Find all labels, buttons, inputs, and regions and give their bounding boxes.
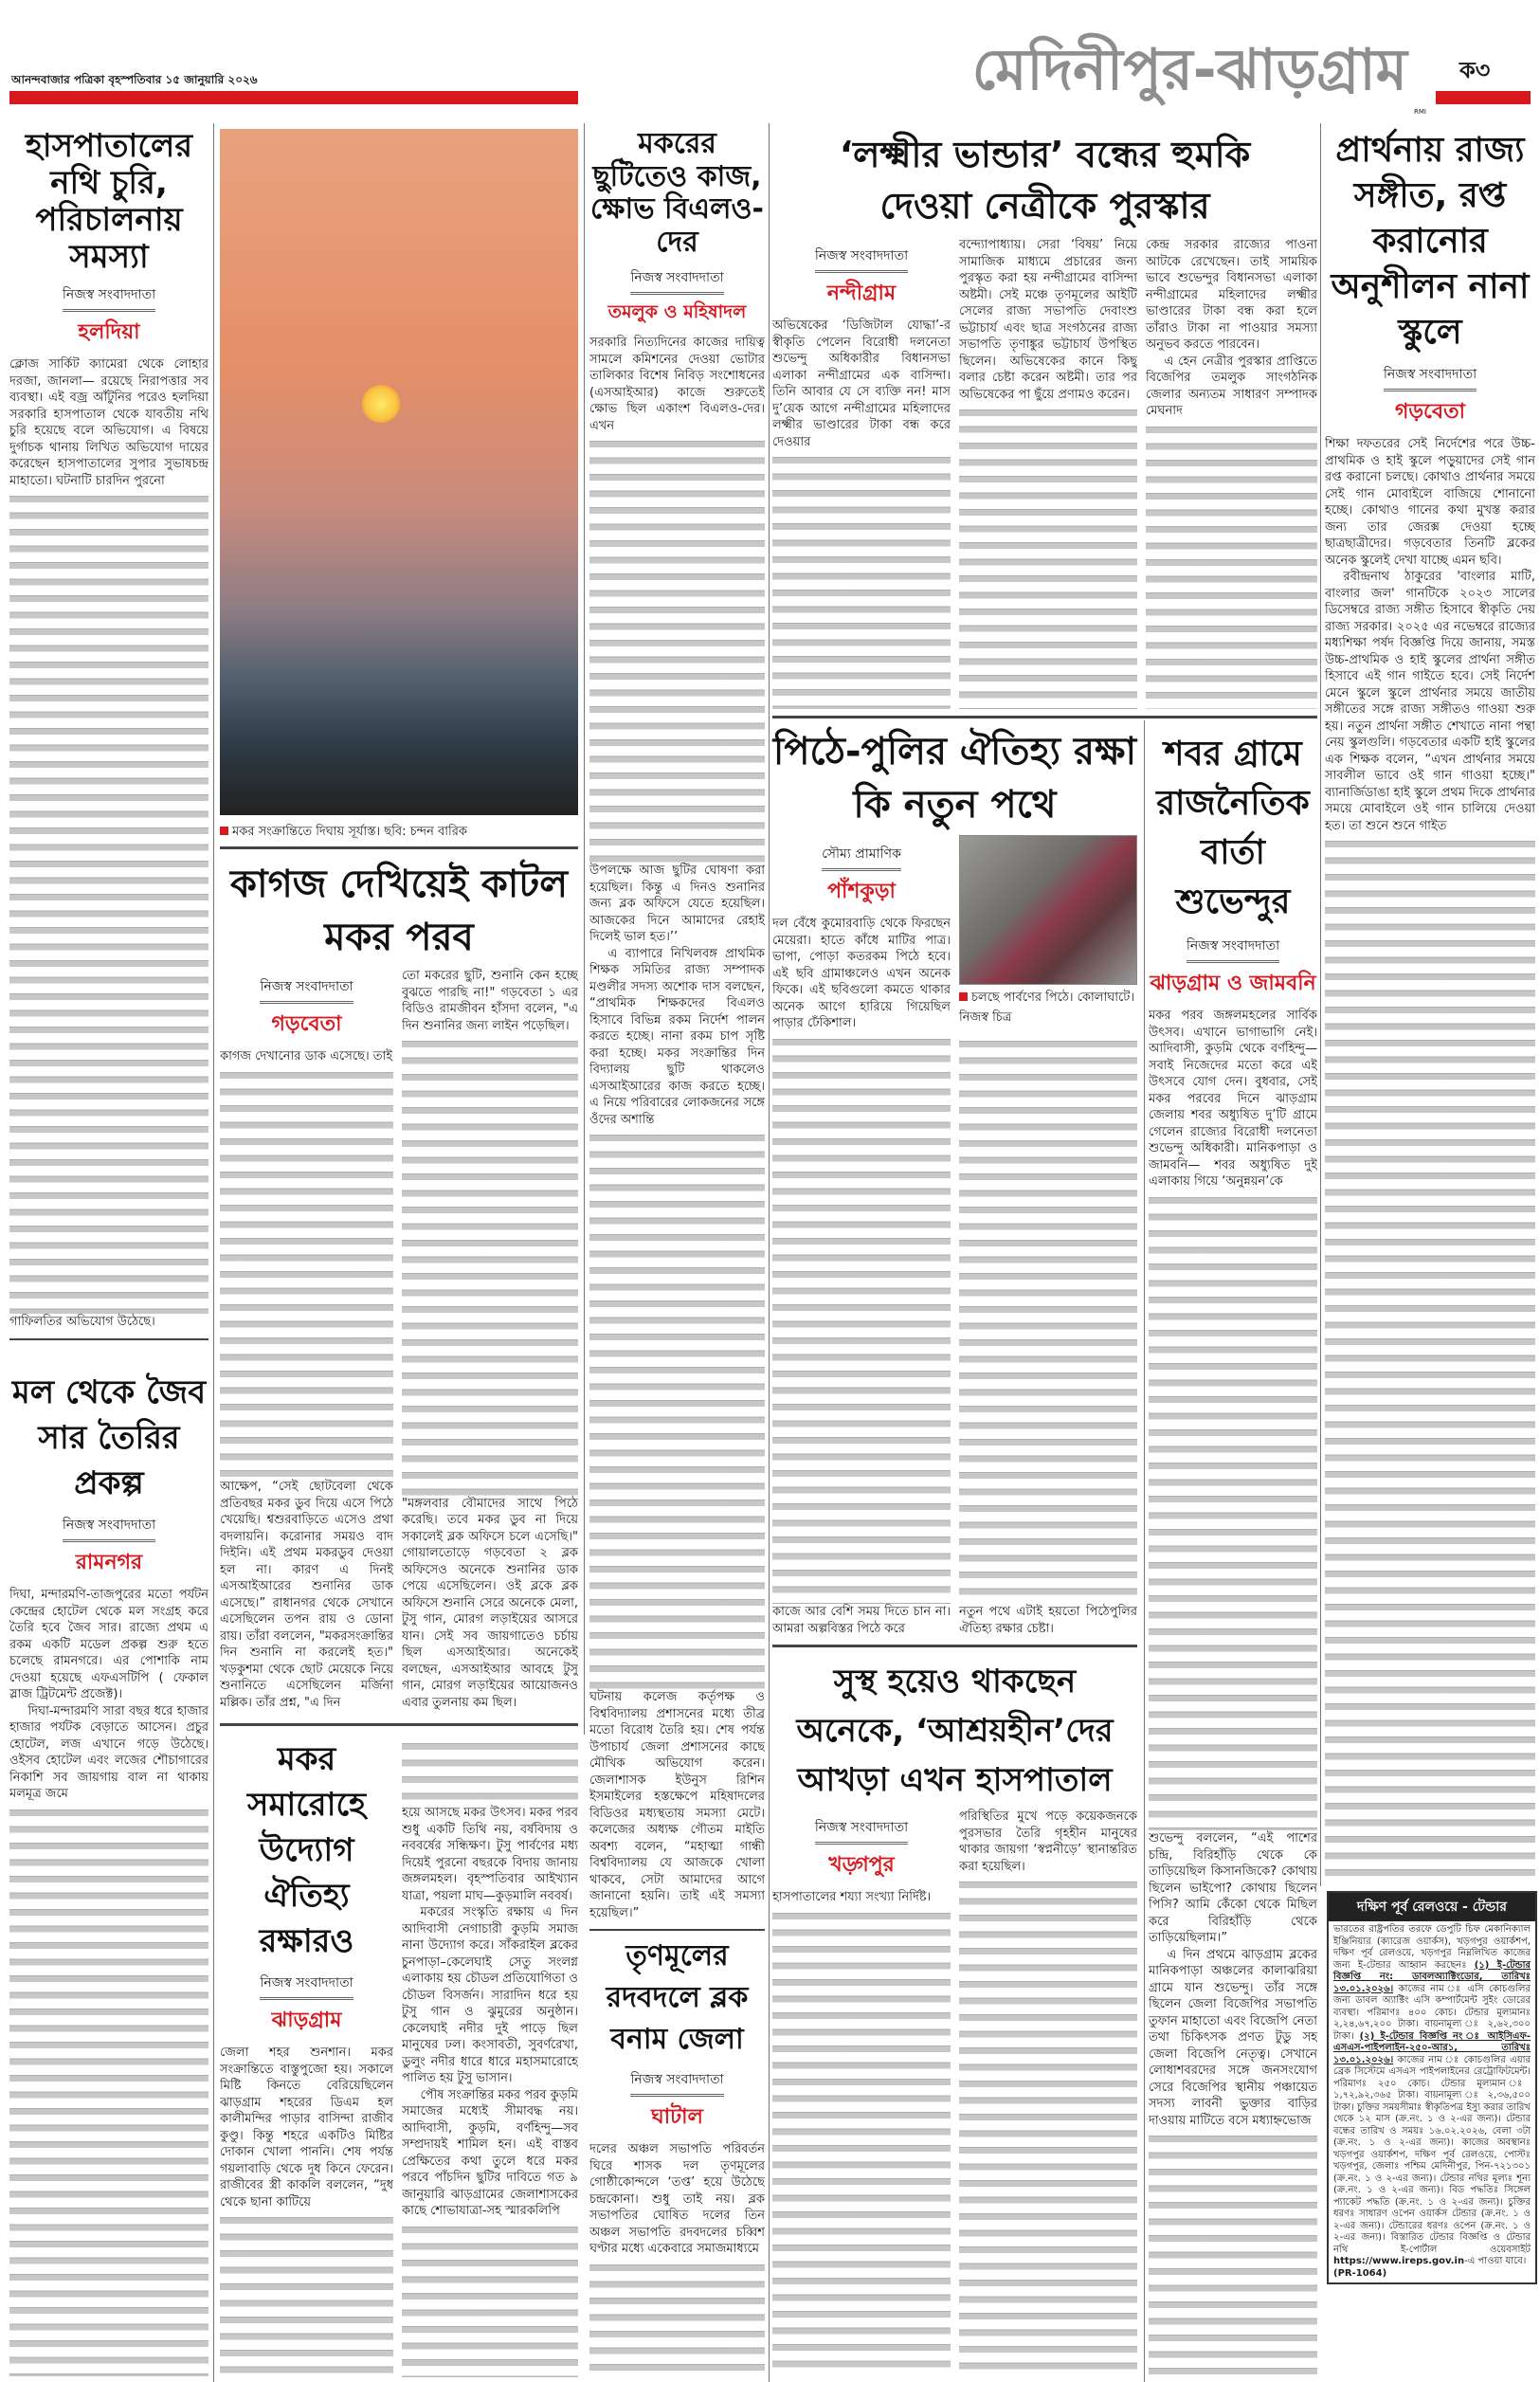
article-makar-holiday-blo: [589, 128, 765, 1921]
article-body-col2: বন্দ্যোপাধ্যায়। সেরা ‘বিষয়’ নিয়ে সামাজিক মাধ্যমে প্রচারের জন্য পুরস্কৃত করা হয় নন্দীগ্রামের বাসিন্দা অষ্টমী। সেই মঞ্চে তৃণমূলের আইটি সেলের রাজ্য সভাপতি দেবাংশু ভট্টাচার্য এবং ছাত্র সংগঠনের রাজ্য সভাপতি তৃণাঙ্কুর ভট্টাচার্য উপস্থিত ছিলেন। অভিষেকের কানে কিছু বলার চেষ্টা করেন অষ্টমী। তার পর অভিষেকের পা ছুঁয়ে প্রণামও করেন।: [959, 237, 1137, 709]
article-shabar-village: [1149, 730, 1317, 2377]
column-rule: [1144, 720, 1145, 2382]
article-body-col1: অভিষেকের ‘ডিজিটাল যোদ্ধা’-র স্বীকৃতি পেলেন বিরোধী দলনেতা শুভেন্দু অধিকারীর বিধানসভা এলাকা নন্দীগ্রামের এক বাসিন্দা। তিনি আবার যে সে ব্যক্তি নন! মাস দু’য়েক আগে নন্দীগ্রামের মহিলাদের লক্ষ্মীর ভাণ্ডারের টাকা বন্ধ করে দেওয়ার: [772, 318, 951, 709]
article-trinamool-reshuffle: [589, 1936, 765, 2377]
byline: নিজস্ব সংবাদদাতা: [220, 1972, 393, 2000]
article-body-col2: তো মকরের ছুটি, শুনানি কেন হচ্ছে বুঝতে পারছি না!" গড়বেতা ১ এর বিডিও রামজীবন হাঁসদা বলেন, "এ দিন শুনানির জন্য লাইন পড়েছিল। "মঙ্গলবার বৌমাদের সাথে পিঠে করেছি। তবে মকর ডুব না দিয়ে সকালেই ব্লক অফিসে চলে এসেছি।" গোয়ালতোড়ে গড়বেতা ২ ব্লক অফিসেও অনেকে শুনানির ডাক পেয়ে এসেছিলেন। ওই ব্লকে ব্লক অফিসে শুনানি সেরে অনেকে মেলা, টুসু গান, মোরগ লড়াইয়ের আসরে যান। সেই সব জায়গাতেও চর্চায় ছিল এসআইআর। অনেকেই বলছেন, এসআইআর আবহে টুসু গান, মোরগ লড়াইয়ের আয়োজনও এবার তুলনায় কম ছিল।: [402, 969, 578, 1710]
dateline-place: গড়বেতা: [1394, 400, 1466, 424]
dateline-place: ঘাটাল: [651, 2105, 703, 2129]
column-rule: [584, 123, 585, 1735]
headline: মল থেকে জৈব সার তৈরির প্রকল্প: [11, 1373, 207, 1502]
article-body-col1: কাগজ দেখানোর ডাক এসেছে। তাই আক্ষেপ, “সেই ছোটবেলা থেকে প্রতিবছর মকর ডুব দিয়ে এসে পিঠে খেয়েছি। শ্বশুরবাড়িতে এসেও প্রথা বদলায়নি। করোনার সময়ও বাদ দিইনি। এই প্রথম মকরডুব দেওয়া হল না। কারণ এ দিনই এসআইআরের শুনানির ডাক এসেছে।” রাধানগর থেকে সেখানে এসেছিলেন তপন রায় ও ডোনা রায়। তাঁরা বললেন, "মকরসংক্রান্তির দিন শুনানি না করলেই হত।" খড়কুশমা থেকে ছোট মেয়েকে নিয়ে শুনানিতে এসেছিলেন মর্জিনা মল্লিক। তাঁর প্রশ্ন, "এ দিন: [220, 1049, 393, 1710]
article-prayer-song: [1325, 128, 1535, 1882]
article-fecal-sludge: [9, 1370, 208, 2376]
headline: কাগজ দেখিয়েই কাটল মকর পরব: [229, 863, 569, 959]
photo-pithe-making: [959, 835, 1137, 985]
dateline-place: গড়বেতা: [271, 1012, 342, 1036]
article-body: দিঘা, মন্দারমণি-তাজপুরের মতো পর্যটন কেন্দ্রের হোটেল থেকে মল সংগ্রহ করে তৈরি হবে জৈব সার। রাজ্যে প্রথম এ রকম একটি মডেল প্রকল্প শুরু হতে চলেছে রামনগরে। এর পোশাকি নাম দেওয়া হয়েছে এফএসটিপি ( ফেকাল স্লাজ ট্রিটমেন্ট প্রজেক্ট)। দিঘা-মন্দারমণি সারা বছর ধরে হাজার হাজার পর্যটক বেড়াতে আসেন। প্রচুর হোটেল, লজ এখানে গড়ে উঠেছে। ওইসব হোটেল এবং লজের শৌচাগারের নিকাশি সব জায়গায় বাল না থাকায় মলমূত্র জমে: [9, 1587, 208, 2376]
header-red-bar-right: [1436, 91, 1531, 104]
photo-sunset: [220, 129, 578, 815]
byline: নিজস্ব সংবাদদাতা: [9, 283, 208, 312]
dateline-place: পাঁশকুড়া: [827, 880, 896, 903]
dateline-place: ঝাড়গ্রাম ও জামবনি: [1150, 972, 1316, 995]
dateline: আনন্দবাজার পত্রিকা বৃহস্পতিবার ১৫ জানুয়ারি ২০২৬: [11, 73, 258, 86]
article-body-col1: হাসপাতালের শয্যা সংখ্যা নির্দিষ্ট।: [772, 1889, 951, 2377]
article-body: দলের অঞ্চল সভাপতি পরিবর্তন ঘিরে শাসক দল তৃণমূলের গোষ্ঠীকোন্দলে ‘তপ্ত’ হয়ে উঠেছে চন্দ্রকোনা। শুধু তাই নয়। ব্লক সভাপতির ঘোষিত দলের তিন অঞ্চল সভাপতি রদবদলের চব্বিশ ঘণ্টার মধ্যে একেবারে সমাজমাধ্যমে: [589, 2141, 765, 2377]
headline: মকরের ছুটিতেও কাজ, ক্ষোভ বিএলও-দের: [590, 127, 764, 259]
column-rule: [1320, 123, 1321, 1886]
headline: শবর গ্রামে রাজনৈতিক বার্তা শুভেন্দুর: [1156, 735, 1310, 921]
headline: সুস্থ হয়েও থাকছেন অনেকে, ‘আশ্রয়হীন’দের আখড়া এখন হাসপাতাল: [796, 1663, 1114, 1799]
section-title: মেদিনীপুর-ঝাড়গ্রাম: [971, 37, 1407, 103]
article-body-col3: কেন্দ্র সরকার রাজ্যের পাওনা আটকে রেখেছেন। তাই সাময়িক ভাবে শুভেন্দুর বিধানসভা এলাকা নন্দীগ্রামের মহিলাদের লক্ষ্মীর ভাণ্ডারের টাকা বন্ধ করা হলে তাঁরাও টাকা না পাওয়ার সমস্যা অনুভব করতে পারবেন। এ হেন নেত্রীর পুরস্কার প্রাপ্তিতে বিজেপির তমলুক সাংগঠনিক জেলার অন্যতম সাধারণ সম্পাদক মেঘনাদ: [1146, 237, 1317, 709]
header-red-bar: [9, 91, 578, 104]
tender-body: ভারতের রাষ্ট্রপতির তরফে ডেপুটি চিফ মেকানিক্যাল ইঞ্জিনিয়ার (ক্যারেজ ওয়ার্কস), খড়গপুর ওয়ার্কশপ, দক্ষিণ পূর্ব রেলওয়ে, খড়গপুর নিম্নলিখিত কাজের জন্য ই-টেন্ডার আহ্বান করছেনঃ (১) ই-টেন্ডার বিজ্ঞপ্তি নং: ডাবলঅ্যাক্টিংডোর, তারিখঃ ১৩.০১.২০২৬। কাজের নাম ঃ এসি কোচগুলির জন্য ডাবল অ্যাক্টিং এসি কম্পার্টমেন্ট সুইং ডোরের ব্যবস্থা। পরিমাণঃ ৪০০ কোচ। টেন্ডার মূল্যমানঃ ২,২৪,৬৭,২০০ টাকা। বায়নামূল্য ঃ ২,৬২,৩০০ টাকা। (২) ই-টেন্ডার বিজ্ঞপ্তি নং ঃ আইসিএফ-এসএস-পাইপলাইন-২৫০-আর১, তারিখঃ ১৩.০১.২০২৬। কাজের নাম ঃ কোচগুলির এয়ার ব্রেক সিস্টেমে এসএস পাইপলাইনের রেট্রোফিটমেন্ট। পরিমাণঃ ২৫০ কোচ। টেন্ডার মূল্যমান ঃ ১,৭২,৯২,৩৬৫ টাকা। বায়নামূল্য ঃ ২,৩৬,৫০০ টাকা। চুক্তির সময়সীমাঃ স্বীকৃতিপত্র ইস্যু করার তারিখ থেকে ১২ মাস (ক্র.নং. ১ ও ২-এর জন্য)। টেন্ডার বন্ধের তারিখ ও সময়ঃ ১৬.০২.২০২৬, বেলা ৩টা (ক্র.নং. ১ ও ২-এর জন্য)। কাজের অবস্থানঃ খড়গপুর ওয়ার্কশপ, দক্ষিণ পূর্ব রেলওয়ে, পোস্টঃ খড়গপুর, জেলাঃ পশ্চিম মেদিনীপুর, পিন-৭২১৩০১ (ক্র.নং. ১ ও ২-এর জন্য)। টেন্ডার নথির মূল্যঃ শূন্য (ক্র.নং. ১ ও ২-এর জন্য)। বিড পদ্ধতিঃ সিঙ্গেল প্যাকেট পদ্ধতি (ক্র.নং. ১ ও ২-এর জন্য)। চুক্তির ধরণঃ সাধারণ ওপেন ওয়ার্কস টেন্ডার (ক্র.নং. ১ ও ২-এর জন্য)। টেন্ডারের ধরণঃ ওপেন (ক্র.নং. ১ ও ২-এর জন্য)। বিস্তারিত টেন্ডার বিজ্ঞপ্তি ও টেন্ডার নথি ই-পোর্টাল ওয়েবসাইট https://www.ireps.gov.in-এ পাওয়া যাবে। (PR-1064): [1333, 1924, 1531, 2279]
article-body: মকর পরব জঙ্গলমহলের সার্বিক উৎসব। এখানে ভাগাভাগি নেই। আদিবাসী, কুড়মি থেকে বর্ণহিন্দু— সবাই নিজেদের মতো করে এই উৎসবে যোগ দেন। বুধবার, সেই মকর পরবের দিনে ঝাড়গ্রাম জেলায় শবর অধ্যুষিত দু’টি গ্রামে গেলেন রাজ্যের বিরোধী দলনেতা শুভেন্দু অধিকারী। মানিকপাড়া ও জামবনি— শবর অধ্যুষিত দুই এলাকায় গিয়ে ‘অনুন্নয়ন’কে শুভেন্দু বললেন, “এই পাশের চন্দ্রি, বিরিহাঁড়ি থেকে কে তাড়িয়েছিল কিসানজিকে? কোথায় ছিলেন ভাইপো? কোথায় ছিলেন পিসি? আমি কেঁকো থেকে মিছিল করে বিরিহাঁড়ি থেকে তাড়িয়েছিলাম।” এ দিন প্রথমে ঝাড়গ্রাম ব্লকের মানিকপাড়া অঞ্চলের কালাঝরিয়া গ্রামে যান শুভেন্দু। তাঁর সঙ্গে ছিলেন জেলা বিজেপির সভাপতি তুফান মাহাতো এবং বিজেপি নেতা তথা চিকিৎসক প্রণত টুডু সহ জেলা বিজেপি নেতৃত্ব। সেখানে লোধাশবরদের সঙ্গে জনসংযোগ সেরে বিজেপির স্থানীয় পঞ্চায়েত সদস্য লাবনী ভুক্তার বাড়ির দাওয়ায় মাটিতে বসে মধ্যাহ্নভোজ: [1149, 1008, 1317, 2377]
article-makar-samarohe: [220, 1736, 578, 2377]
headline: হাসপাতালের নথি চুরি, পরিচালনায় সমস্যা: [25, 127, 193, 277]
byline: নিজস্ব সংবাদদাতা: [220, 975, 393, 1004]
headline: মকর সমারোহে উদ্যোগ ঐতিহ্য রক্ষারও: [247, 1740, 366, 1960]
dateline-place: হলদিয়া: [78, 320, 140, 345]
divider: [220, 846, 578, 849]
headline: ‘লক্ষ্মীর ভান্ডার’ বন্ধের হুমকি দেওয়া নেত্রীকে পুরস্কার: [839, 134, 1251, 227]
article-body: সরকারি নিত্যদিনের কাজের দায়িত্ব সামলে কমিশনের দেওয়া ভোটার তালিকার বিশেষ নিবিড় সংশোধনের (এসআইআর) কাজে শুরুতেই ক্ষোভ ছিল একাংশ বিএলও-দের। এখন উপলক্ষে আজ ছুটির ঘোষণা করা হয়েছিল। কিন্তু এ দিনও শুনানির জন্য ব্লক অফিসে যেতে হয়েছিল। আজকের দিনে আমাদের রেহাই দিলেই ভাল হত।’’ এ ব্যাপারে নিখিলবঙ্গ প্রাথমিক শিক্ষক সমিতির রাজ্য সম্পাদক মণ্ডলীর সদস্য অশোক দাস বলছেন, “প্রাথমিক শিক্ষকদের বিএলও হিসাবে বিভিন্ন রকম নির্দেশ পালন করতে হচ্ছে। নানা রকম চাপ সৃষ্টি করা হচ্ছে। মকর সংক্রান্তির দিন বিদ্যালয় ছুটি থাকলেও এসআইআরের কাজ করতে হচ্ছে। এ নিয়ে পরিবারের লোকজনের সঙ্গে ওঁদের অশান্তি ঘটনায় কলেজ কর্তৃপক্ষ ও বিশ্ববিদ্যালয় প্রশাসনের মধ্যে তীব্র মতো বিরোধ তৈরি হয়। শেষ পর্যন্ত উপাচার্য জেলা প্রশাসনের কাছে মৌখিক অভিযোগ করেন। জেলাশাসক ইউনুস রিশিন ইসমাইলের হস্তক্ষেপে মহিষাদলের বিডিওর মধ্যস্থতায় সমস্যা মেটে। কলেজের অধ্যক্ষ গৌতম মাইতি অবশ্য বলেন, “মহাত্মা গান্ধী বিশ্ববিদ্যালয় যে আজকে খোলা থাকবে, সেটা আমাদের আগে জানানো হয়নি। তাই এই সমস্যা হয়েছিল।”: [589, 336, 765, 1920]
divider: [772, 1645, 1137, 1647]
column-rule: [213, 123, 214, 2382]
byline: সৌম্য প্রামাণিক: [772, 843, 951, 871]
article-body-col1: জেলা শহর শুনশান। মকর সংক্রান্তিতে বাস্তুপুজো হয়। সকালে মিষ্টি কিনতে বেরিয়েছিলেন ঝাড়গ্রাম শহরের ডিএম হল কালীমন্দির পাড়ার বাসিন্দা রাজীব কুণ্ডু। কিন্তু শহরে একটিও মিষ্টির দোকান খোলা পাননি। শেষ পর্যন্ত গয়লাবাড়ি থেকে দুধ কিনে ফেরেন। রাজীবের স্ত্রী কাকলি বললেন, “দুধ থেকে ছানা কাটিয়ে: [220, 2045, 393, 2377]
tender-title: দক্ষিণ পূর্ব রেলওয়ে - টেন্ডার: [1329, 1893, 1535, 1921]
dateline-place: নন্দীগ্রাম: [826, 282, 897, 305]
page-number: ক৩: [1459, 57, 1491, 83]
dateline-place: ঝাড়গ্রাম: [271, 2009, 342, 2032]
byline: নিজস্ব সংবাদদাতা: [589, 2068, 765, 2097]
byline: নিজস্ব সংবাদদাতা: [1149, 935, 1317, 963]
headline: প্রার্থনায় রাজ্য সঙ্গীত, রপ্ত করানোর অনুশীলন নানা স্কুলে: [1331, 131, 1530, 352]
sun: [362, 385, 400, 423]
tender-url[interactable]: https://www.ireps.gov.in: [1333, 2256, 1465, 2266]
article-body: শিক্ষা দফতরের সেই নির্দেশের পরে উচ্চ-প্রাথমিক ও হাই স্কুলে পড়ুয়াদের সেই গান রপ্ত করানো চলছে। কোথাও প্রার্থনার সময়ে সেই গান মোবাইলে বাজিয়ে শোনানো হচ্ছে। কোথাও গানের কথা মুখস্ত করার জন্য তার জেরক্স দেওয়া হচ্ছে ছাত্রছাত্রীদের। গড়বেতার তিনটি ব্লকের অনেক স্কুলেই দেখা যাচ্ছে এমন ছবি। রবীন্দ্রনাথ ঠাকুরের 'বাংলার মাটি, বাংলার জল' গানটিকে ২০২৩ সালের ডিসেম্বরে রাজ্য সঙ্গীত হিসাবে স্বীকৃতি দেয় রাজ্য সরকার। ২০২৫ এর নভেম্বরে রাজ্যের মধ্যশিক্ষা পর্ষদ বিজ্ঞপ্তি দিয়ে জানায়, সমস্ত উচ্চ-প্রাথমিক ও হাই স্কুলের প্রার্থনা সঙ্গীত হিসাবে এই গান গাইতে হবে। সেই নির্দেশ মেনে স্কুলে স্কুলে প্রার্থনার সময়ে জাতীয় সঙ্গীতের সঙ্গে রাজ্য সঙ্গীতও গাওয়া শুরু হয়। নতুন প্রার্থনা সঙ্গীত শেখাতে নানা পন্থা নেয় স্কুলগুলি। গড়বেতার একটি হাই স্কুলের এক শিক্ষক বলেন, “এখন প্রার্থনার সময়ে সাবলীল ভাবে ওই গান গাওয়া হচ্ছে।" ব্যানার্জিডাঙা হাই স্কুলে প্রথম দিকে প্রার্থনার সময়ে মোবাইলে ওই গান চালিয়ে দেওয়া হত। তা শুনে শুনে গাইত: [1325, 436, 1535, 1882]
byline: নিজস্ব সংবাদদাতা: [1325, 363, 1535, 391]
article-body: ক্লোজ সার্কিট ক্যামেরা থেকে লোহার দরজা, জানলা— রয়েছে নিরাপত্তার সব ব্যবস্থা। এই বজ্র আঁটুনির পরেও হলদিয়া সরকারি হাসপাতাল থেকে যাবতীয় নথি চুরি হয়েছে বলে অভিযোগ। এ বিষয়ে দুর্গাচক থানায় লিখিত অভিযোগ দায়ের করেছেন হাসপাতালের সুপার সুভাষচন্দ্র মাহাতো। ঘটনাটি চারদিন পুরনো গাফিলতির অভিযোগ উঠেছে।: [9, 357, 208, 1329]
photo-caption: চলছে পার্বণের পিঠে। কোলাঘাটে। নিজস্ব চিত্র: [959, 991, 1134, 1025]
byline: নিজস্ব সংবাদদাতা: [9, 1514, 208, 1542]
tender-advertisement: [1327, 1891, 1537, 2284]
page-code: RMI: [1414, 108, 1426, 116]
divider: [589, 1929, 765, 1931]
dateline-place: তমলুক ও মহিষাদল: [607, 301, 747, 322]
column-rule: [769, 123, 770, 2382]
byline: নিজস্ব সংবাদদাতা: [772, 1816, 951, 1845]
headline: পিঠে-পুলির ঐতিহ্য রক্ষা কি নতুন পথে: [772, 730, 1137, 827]
article-hospital-homeless: [772, 1657, 1137, 2377]
byline: নিজস্ব সংবাদদাতা: [772, 245, 951, 273]
headline: তৃণমূলের রদবদলে ব্লক বনাম জেলা: [606, 1939, 749, 2056]
tender-code: (PR-1064): [1333, 2267, 1387, 2279]
article-body-col2: নতুন পথে এটাই হয়তো পিঠেপুলির ঐতিহ্য রক্ষার চেষ্টা।: [959, 1034, 1137, 1637]
divider: [772, 716, 1317, 718]
divider: [9, 1338, 208, 1340]
byline: নিজস্ব সংবাদদাতা: [589, 266, 765, 295]
article-hospital-theft: [9, 128, 208, 1330]
article-body-col1: দল বেঁধে কুমোরবাড়ি থেকে ফিরছেন মেয়েরা। হাতে কাঁধে মাটির পাত্র। ভাপা, পোড়া কতরকম পিঠে হবে। এই ছবি গ্রামাঞ্চলেও এখন অনেক ফিকে। এই ছবিগুলো কমতে থাকার অনেক আগে হারিয়ে গিয়েছিল পাড়ার ঢেঁকিশাল। কাজে আর বেশি সময় দিতে চান না। আমরা অল্পবিস্তর পিঠে করে: [772, 917, 951, 1636]
photo-caption: মকর সংক্রান্তিতে দিঘায় সূর্যাস্ত। ছবি: চন্দন বারিক: [220, 823, 578, 843]
article-pithe-puli: [772, 725, 1137, 1637]
dateline-place: রামনগর: [75, 1551, 143, 1574]
divider: [220, 1723, 578, 1726]
dateline-place: খড়্গপুর: [828, 1853, 895, 1877]
article-lakshmir-bhandar: [772, 129, 1317, 709]
article-body-col2: হয়ে আসছে মকর উৎসব। মকর পরব শুধু একটি তিথি নয়, বর্ষবিদায় ও নববর্ষের সন্ধিক্ষণ। টুসু পার্বণের মধ্য দিয়েই পুরনো বছরকে বিদায় জানায় জঙ্গলমহল। বৃহস্পতিবার আইখ্যান যাত্রা, পয়লা মাঘ—কুড়মালি নববর্ষ। মকরের সংস্কৃতি রক্ষায় এ দিন আদিবাসী নেগাচারী কুড়মি সমাজ নানা উদ্যোগ করে। সাঁকরাইল ব্লকের চুনপাড়া–কেলেঘাই সেতু সংলগ্ন এলাকায় হয় চৌডল প্রতিযোগিতা ও চৌডল বিসর্জন। সারাদিন ধরে হয় টুসু গান ও ঝুমুরের অনুষ্ঠান। কেলেঘাই নদীর দুই পাড়ে ছিল মানুষের ঢল। কংসাবতী, সুবর্ণরেখা, ডুলুং নদীর ধারে ধারে মহাসমারোহে পালিত হয় টুসু ভাসান। পৌষ সংক্রান্তির মকর পরব কুড়মি সমাজের মধ্যেই সীমাবদ্ধ নয়। আদিবাসী, কুড়মি, বর্ণহিন্দু—সব সম্প্রদায়ই শামিল হন। এই বাস্তব প্রেক্ষিতের কথা তুলে ধরে মকর পরবে পাঁচদিন ছুটির দাবিতে গত ৯ জানুয়ারি ঝাড়গ্রামের জেলাশাসকের কাছে শোভাযাত্রা-সহ স্মারকলিপি: [402, 1736, 578, 2377]
article-body-col2: পরিস্থিতির মুখে পড়ে কয়েকজনকে পুরসভার তৈরি গৃহহীন মানুষের থাকার জায়গা ‘স্বপ্ননীড়ে’ স্থানান্তরিত করা হয়েছিল।: [959, 1809, 1137, 2377]
article-kagoj-makar: [220, 858, 578, 1711]
